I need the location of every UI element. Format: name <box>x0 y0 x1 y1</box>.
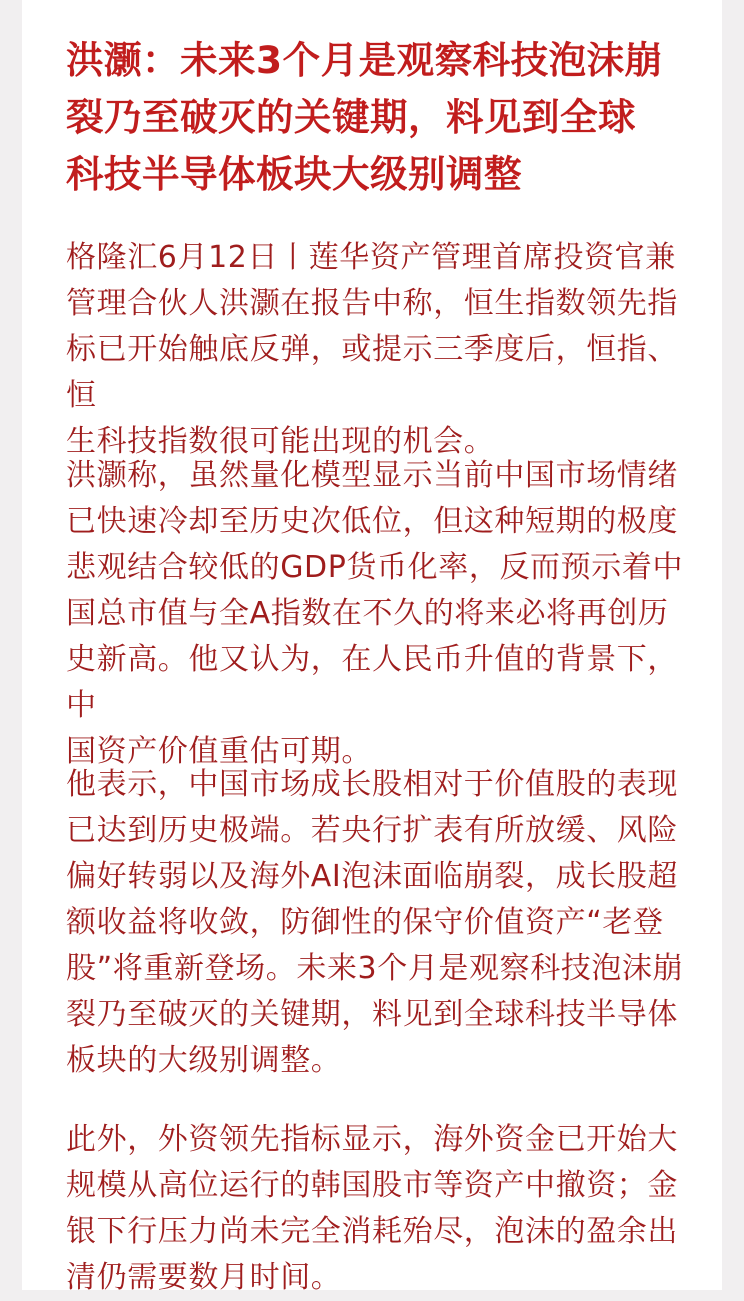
article-paragraph-1: 格隆汇6月12日丨莲华资产管理首席投资官兼 管理合伙人洪灏在报告中称，恒生指数领先指 标已开始触底反弹，或提示三季度后，恒指、恒 生科技指数很可能出现的机会。 <box>66 240 678 459</box>
article-paragraph-3: 他表示，中国市场成长股相对于价值股的表现 已达到历史极端。若央行扩表有所放缓、风险 偏好转弱以及海外AI泡沫面临崩裂，成长股超 额收益将收敛，防御性的保守价值资产“老登 股”将重新登场。未来3个月是观察科技泡沫崩 裂乃至破灭的关键期，料见到全球科技半导体 板块的大级别调整。 <box>66 767 684 1078</box>
article-headline: 洪灏：未来3个月是观察科技泡沫崩 裂乃至破灭的关键期，料见到全球 科技半导体板块大级别调整 <box>66 38 663 196</box>
article-content <box>66 0 706 1295</box>
article-card <box>22 0 722 1295</box>
article-paragraph-4: 此外，外资领先指标显示，海外资金已开始大 规模从高位运行的韩国股市等资产中撤资；金 银下行压力尚未完全消耗殆尽，泡沫的盈余出 清仍需要数月时间。 <box>66 1122 678 1295</box>
article-paragraph-2: 洪灏称，虽然量化模型显示当前中国市场情绪 已快速冷却至历史次低位，但这种短期的极度 悲观结合较低的GDP货币化率，反而预示着中 国总市值与全A指数在不久的将来必将再创历 史新高。他又认为，在人民币升值的背景下，中 国资产价值重估可期。 <box>66 458 684 769</box>
